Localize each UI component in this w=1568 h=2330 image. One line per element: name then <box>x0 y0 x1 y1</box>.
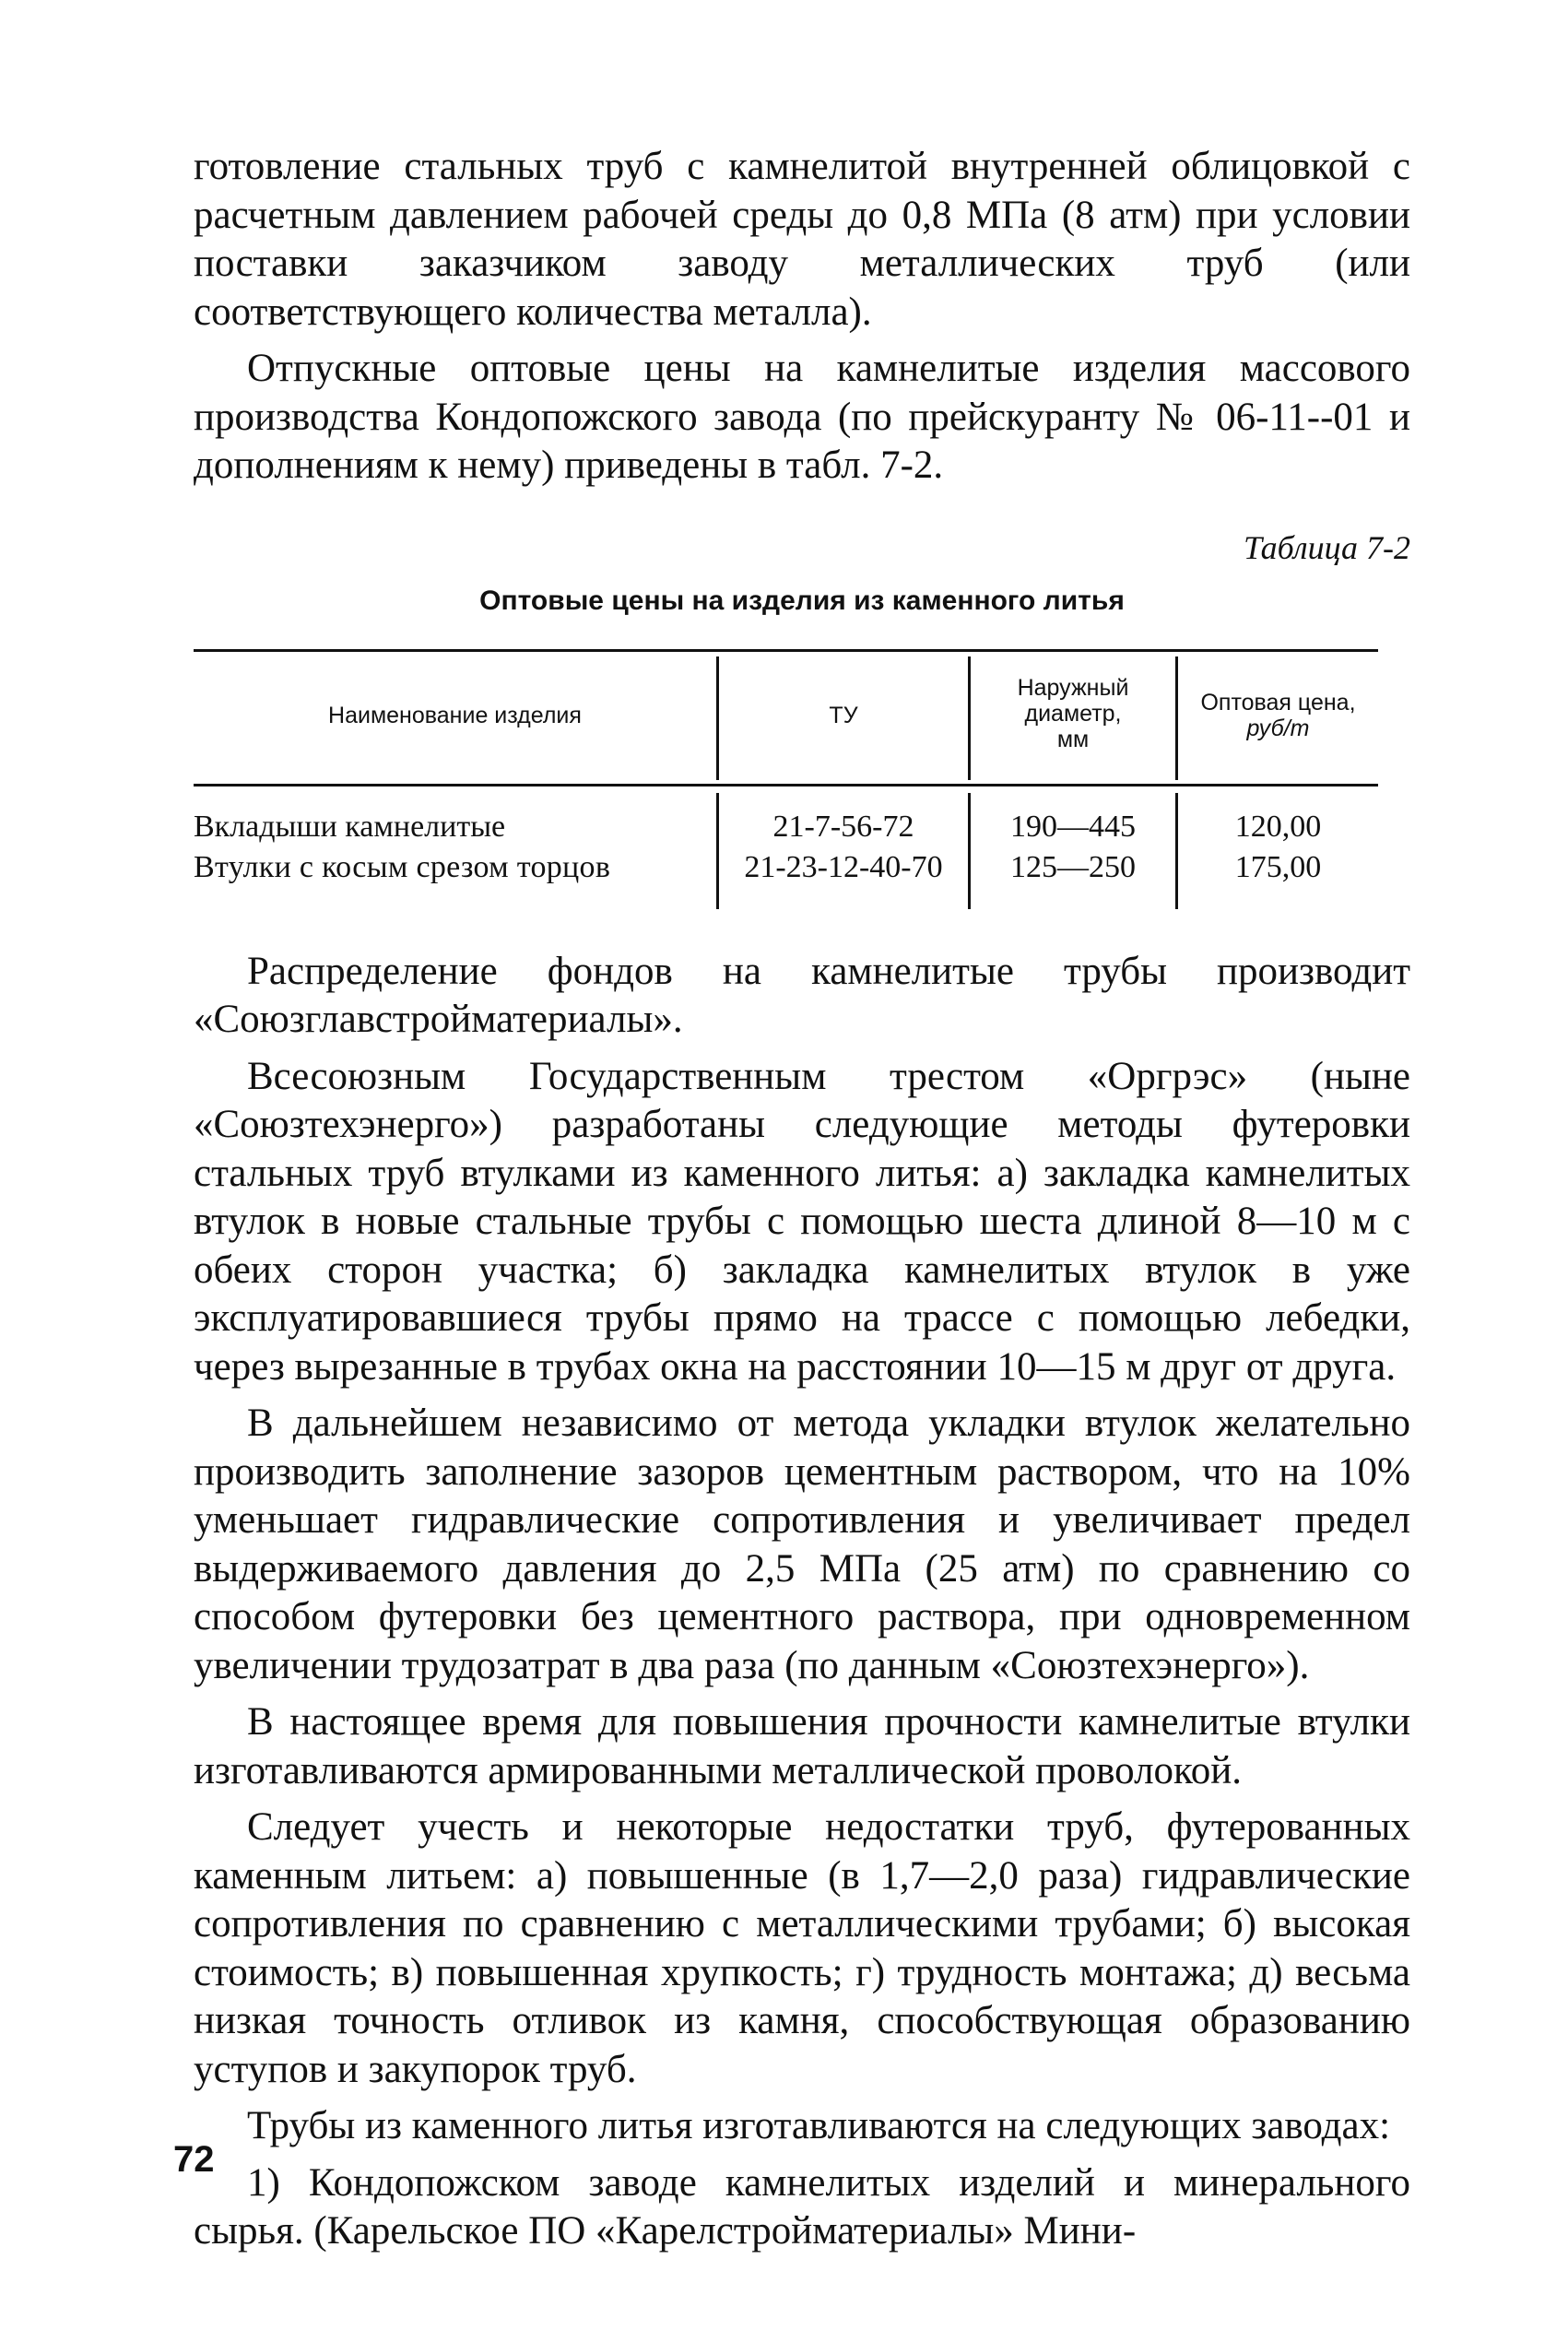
header-diameter <box>971 675 1175 752</box>
header-tu: ТУ <box>829 702 858 728</box>
header-diameter-line2: диаметр, <box>1024 700 1122 727</box>
header-diameter-line3: мм <box>1056 726 1090 752</box>
paragraph-funds: Распределение фондов на камнелитые трубы производит «Союзглавстройматериалы». <box>194 949 1410 1041</box>
header-price-line2: руб/т <box>1246 715 1310 741</box>
row-1-name: Вкладыши камнелитые <box>194 809 506 844</box>
price-table <box>194 649 1378 909</box>
row-2-tu: 21-23-12-40-70 <box>744 849 943 884</box>
header-price-line1: Оптовая цена, <box>1200 689 1356 716</box>
table-title: Оптовые цены на изделия из каменного литья <box>479 585 1125 616</box>
paragraph-plant-1: 1) Кондопожском заводе камнелитых изделий и минерального сырья. (Карельское ПО «Карелстройматериалы» Мини- <box>194 2160 1410 2253</box>
page-number: 72 <box>173 2139 215 2180</box>
row-1-diameter: 190—445 <box>1010 809 1136 844</box>
row-2-diameter: 125—250 <box>1010 849 1136 884</box>
row-1-price: 120,00 <box>1234 809 1322 844</box>
header-name: Наименование изделия <box>328 702 582 728</box>
paragraph-cement: В дальнейшем независимо от метода укладки втулок желательно производить заполнение зазоров цементным раствором, что на 10% уменьшает гидравлические сопротивления и увеличивает предел выдерживаемого давления до 2,5 МПа (25 атм) по сравнению со способом футеровки без цементного раствора, при одновременном увеличении трудозатрат в два раза (по данным «Союзтехэнерго»). <box>194 1402 1410 1687</box>
table-caption: Таблица 7-2 <box>1243 528 1410 566</box>
paragraph-reinforcement: В настоящее время для повышения прочности камнелитые втулки изготавливаются армированными металлической проволокой. <box>194 1700 1410 1792</box>
header-price <box>1178 690 1378 741</box>
table-header-rule <box>194 784 1378 787</box>
table-top-rule <box>194 649 1378 652</box>
row-1-tu: 21-7-56-72 <box>772 809 914 844</box>
header-diameter-line1: Наружный <box>1017 674 1129 701</box>
paragraph-methods: Всесоюзным Государственным трестом «Оргрэс» (ныне «Союзтехэнерго») разработаны следующие методы футеровки стальных труб втулками из каменного литья: а) закладка камнелитых втулок в новые стальные трубы с помощью шеста длиной 8—10 м с обеих сторон участка; б) закладка камнелитых втулок в уже эксплуатировавшиеся трубы прямо на трассе с помощью лебедки, через вырезанные в трубах окна на расстоянии 10—15 м друг от друга. <box>194 1054 1410 1389</box>
paragraph-drawbacks: Следует учесть и некоторые недостатки труб, футерованных каменным литьем: а) повышенные (в 1,7—2,0 раза) гидравлические сопротивления по сравнению с металлическими трубами; б) высокая стоимость; в) повышенная хрупкость; г) трудность монтажа; д) весьма низкая точность отливок из камня, способствующая образованию уступов и закупорок труб. <box>194 1805 1410 2091</box>
row-2-name: Втулки с косым срезом торцов <box>194 849 611 884</box>
paragraph-prices-intro: Отпускные оптовые цены на камнелитые изделия массового производства Кондопожского завода (по прейскуранту № 06-11--01 и дополнениям к нему) приведены в табл. 7-2. <box>194 347 1410 487</box>
paragraph-plants-intro: Трубы из каменного литья изготавливаются на следующих заводах: <box>247 2104 1391 2147</box>
page-body <box>194 143 1410 2256</box>
paragraph-continuation: готовление стальных труб с камнелитой внутренней облицовкой с расчетным давлением рабочей среды до 0,8 МПа (8 атм) при условии поставки заказчиком заводу металлических труб (или соответствующего количества металла). <box>194 145 1410 334</box>
row-2-price: 175,00 <box>1234 849 1322 884</box>
